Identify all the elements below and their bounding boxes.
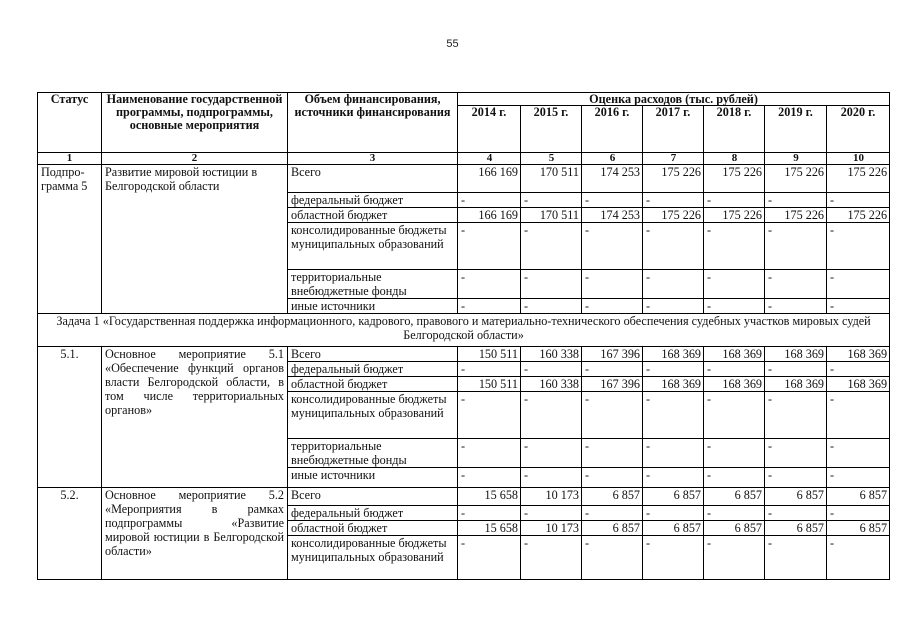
dash-cell: - (765, 193, 827, 208)
dash-cell: - (704, 193, 765, 208)
dash-cell: - (643, 506, 704, 521)
amount-cell: 168 369 (827, 347, 890, 362)
amount-cell: 6 857 (765, 521, 827, 536)
source-label-offbudget: территориальные внебюджетные фонды (288, 270, 458, 299)
amount-cell: 6 857 (765, 488, 827, 506)
dash-cell: - (521, 223, 582, 270)
dash-cell: - (827, 299, 890, 314)
activity1-status: 5.1. (38, 347, 102, 488)
dash-cell: - (643, 270, 704, 299)
dash-cell: - (521, 299, 582, 314)
amount-cell: 175 226 (827, 208, 890, 223)
amount-cell: 170 511 (521, 165, 582, 193)
header-status: Статус (38, 93, 102, 153)
dash-cell: - (704, 270, 765, 299)
header-volume: Объем финансирования, источники финансирования (288, 93, 458, 153)
dash-cell: - (765, 299, 827, 314)
amount-cell: 175 226 (765, 165, 827, 193)
header-year: 2018 г. (704, 106, 765, 153)
dash-cell: - (582, 536, 643, 580)
amount-cell: 170 511 (521, 208, 582, 223)
amount-cell: 6 857 (704, 488, 765, 506)
dash-cell: - (765, 362, 827, 377)
dash-cell: - (458, 439, 521, 468)
column-number: 9 (765, 153, 827, 165)
amount-cell: 175 226 (765, 208, 827, 223)
amount-cell: 168 369 (643, 377, 704, 392)
dash-cell: - (582, 506, 643, 521)
column-number: 5 (521, 153, 582, 165)
dash-cell: - (458, 536, 521, 580)
dash-cell: - (827, 536, 890, 580)
dash-cell: - (458, 193, 521, 208)
dash-cell: - (582, 270, 643, 299)
amount-cell: 168 369 (765, 347, 827, 362)
dash-cell: - (521, 506, 582, 521)
source-label-other: иные источники (288, 468, 458, 488)
dash-cell: - (765, 223, 827, 270)
amount-cell: 175 226 (643, 165, 704, 193)
dash-cell: - (827, 439, 890, 468)
dash-cell: - (827, 468, 890, 488)
amount-cell: 168 369 (704, 347, 765, 362)
dash-cell: - (521, 468, 582, 488)
dash-cell: - (643, 439, 704, 468)
dash-cell: - (458, 468, 521, 488)
dash-cell: - (582, 439, 643, 468)
dash-cell: - (704, 362, 765, 377)
source-label-offbudget: территориальные внебюджетные фонды (288, 439, 458, 468)
dash-cell: - (827, 392, 890, 439)
source-label-regional: областной бюджет (288, 377, 458, 392)
dash-cell: - (704, 223, 765, 270)
activity2-name: Основное мероприятие 5.2 «Мероприятия в рамках подпрограммы «Развитие мировой юстиции в Белгородской области» (102, 488, 288, 580)
dash-cell: - (458, 392, 521, 439)
amount-cell: 6 857 (704, 521, 765, 536)
task-title: Задача 1 «Государственная поддержка информационного, кадрового, правового и материально-технического обеспечения судебных участков мировых судей Белгородской области» (38, 314, 890, 347)
amount-cell: 168 369 (765, 377, 827, 392)
amount-cell: 175 226 (704, 165, 765, 193)
dash-cell: - (827, 223, 890, 270)
dash-cell: - (643, 362, 704, 377)
dash-cell: - (458, 506, 521, 521)
amount-cell: 175 226 (643, 208, 704, 223)
dash-cell: - (704, 439, 765, 468)
amount-cell: 166 169 (458, 165, 521, 193)
amount-cell: 15 658 (458, 521, 521, 536)
dash-cell: - (827, 506, 890, 521)
dash-cell: - (458, 299, 521, 314)
dash-cell: - (521, 536, 582, 580)
table-row (38, 347, 890, 362)
source-label-federal: федеральный бюджет (288, 506, 458, 521)
header-estimate: Оценка расходов (тыс. рублей) (458, 93, 890, 106)
source-label-other: иные источники (288, 299, 458, 314)
amount-cell: 160 338 (521, 377, 582, 392)
column-number: 4 (458, 153, 521, 165)
column-number: 6 (582, 153, 643, 165)
dash-cell: - (521, 270, 582, 299)
source-label-total: Всего (288, 488, 458, 506)
header-year: 2017 г. (643, 106, 704, 153)
dash-cell: - (582, 193, 643, 208)
dash-cell: - (458, 223, 521, 270)
dash-cell: - (827, 270, 890, 299)
amount-cell: 150 511 (458, 347, 521, 362)
dash-cell: - (643, 223, 704, 270)
amount-cell: 6 857 (643, 521, 704, 536)
source-label-total: Всего (288, 165, 458, 193)
dash-cell: - (765, 439, 827, 468)
source-label-total: Всего (288, 347, 458, 362)
dash-cell: - (521, 193, 582, 208)
header-year: 2019 г. (765, 106, 827, 153)
dash-cell: - (643, 193, 704, 208)
source-label-federal: федеральный бюджет (288, 193, 458, 208)
source-label-federal: федеральный бюджет (288, 362, 458, 377)
subprogram-status: Подпро-грамма 5 (38, 165, 102, 314)
amount-cell: 168 369 (643, 347, 704, 362)
dash-cell: - (643, 392, 704, 439)
amount-cell: 6 857 (827, 488, 890, 506)
table-row (38, 488, 890, 506)
amount-cell: 175 226 (704, 208, 765, 223)
dash-cell: - (458, 270, 521, 299)
page-number: 55 (446, 38, 459, 50)
amount-cell: 10 173 (521, 521, 582, 536)
amount-cell: 150 511 (458, 377, 521, 392)
dash-cell: - (704, 299, 765, 314)
activity2-status: 5.2. (38, 488, 102, 580)
column-number: 10 (827, 153, 890, 165)
source-label-municipal: консолидированные бюджеты муниципальных образований (288, 223, 458, 270)
header-year: 2015 г. (521, 106, 582, 153)
dash-cell: - (521, 392, 582, 439)
column-number: 8 (704, 153, 765, 165)
column-number: 2 (102, 153, 288, 165)
dash-cell: - (704, 468, 765, 488)
dash-cell: - (704, 536, 765, 580)
header-year: 2014 г. (458, 106, 521, 153)
column-number: 3 (288, 153, 458, 165)
dash-cell: - (582, 223, 643, 270)
amount-cell: 168 369 (704, 377, 765, 392)
amount-cell: 167 396 (582, 377, 643, 392)
source-label-municipal: консолидированные бюджеты муниципальных образований (288, 536, 458, 580)
subprogram-name: Развитие мировой юстиции в Белгородской области (102, 165, 288, 314)
amount-cell: 6 857 (643, 488, 704, 506)
dash-cell: - (582, 299, 643, 314)
amount-cell: 6 857 (582, 521, 643, 536)
amount-cell: 166 169 (458, 208, 521, 223)
dash-cell: - (827, 193, 890, 208)
amount-cell: 6 857 (827, 521, 890, 536)
activity1-name: Основное мероприятие 5.1 «Обеспечение функций органов власти Белгородской области, в том числе территориальных органов» (102, 347, 288, 488)
dash-cell: - (827, 362, 890, 377)
dash-cell: - (765, 392, 827, 439)
dash-cell: - (521, 439, 582, 468)
dash-cell: - (704, 506, 765, 521)
amount-cell: 168 369 (827, 377, 890, 392)
source-label-municipal: консолидированные бюджеты муниципальных образований (288, 392, 458, 439)
dash-cell: - (765, 270, 827, 299)
header-name: Наименование государственной программы, подпрограммы, основные мероприятия (102, 93, 288, 153)
amount-cell: 6 857 (582, 488, 643, 506)
header-year: 2016 г. (582, 106, 643, 153)
budget-table (37, 92, 890, 580)
column-number: 1 (38, 153, 102, 165)
amount-cell: 160 338 (521, 347, 582, 362)
dash-cell: - (582, 392, 643, 439)
dash-cell: - (704, 392, 765, 439)
dash-cell: - (521, 362, 582, 377)
amount-cell: 174 253 (582, 165, 643, 193)
column-number: 7 (643, 153, 704, 165)
dash-cell: - (643, 299, 704, 314)
dash-cell: - (765, 468, 827, 488)
amount-cell: 167 396 (582, 347, 643, 362)
amount-cell: 174 253 (582, 208, 643, 223)
amount-cell: 175 226 (827, 165, 890, 193)
amount-cell: 15 658 (458, 488, 521, 506)
dash-cell: - (582, 468, 643, 488)
dash-cell: - (643, 468, 704, 488)
amount-cell: 10 173 (521, 488, 582, 506)
dash-cell: - (458, 362, 521, 377)
dash-cell: - (643, 536, 704, 580)
table-row (38, 165, 890, 193)
dash-cell: - (765, 506, 827, 521)
dash-cell: - (582, 362, 643, 377)
header-year: 2020 г. (827, 106, 890, 153)
source-label-regional: областной бюджет (288, 208, 458, 223)
source-label-regional: областной бюджет (288, 521, 458, 536)
dash-cell: - (765, 536, 827, 580)
